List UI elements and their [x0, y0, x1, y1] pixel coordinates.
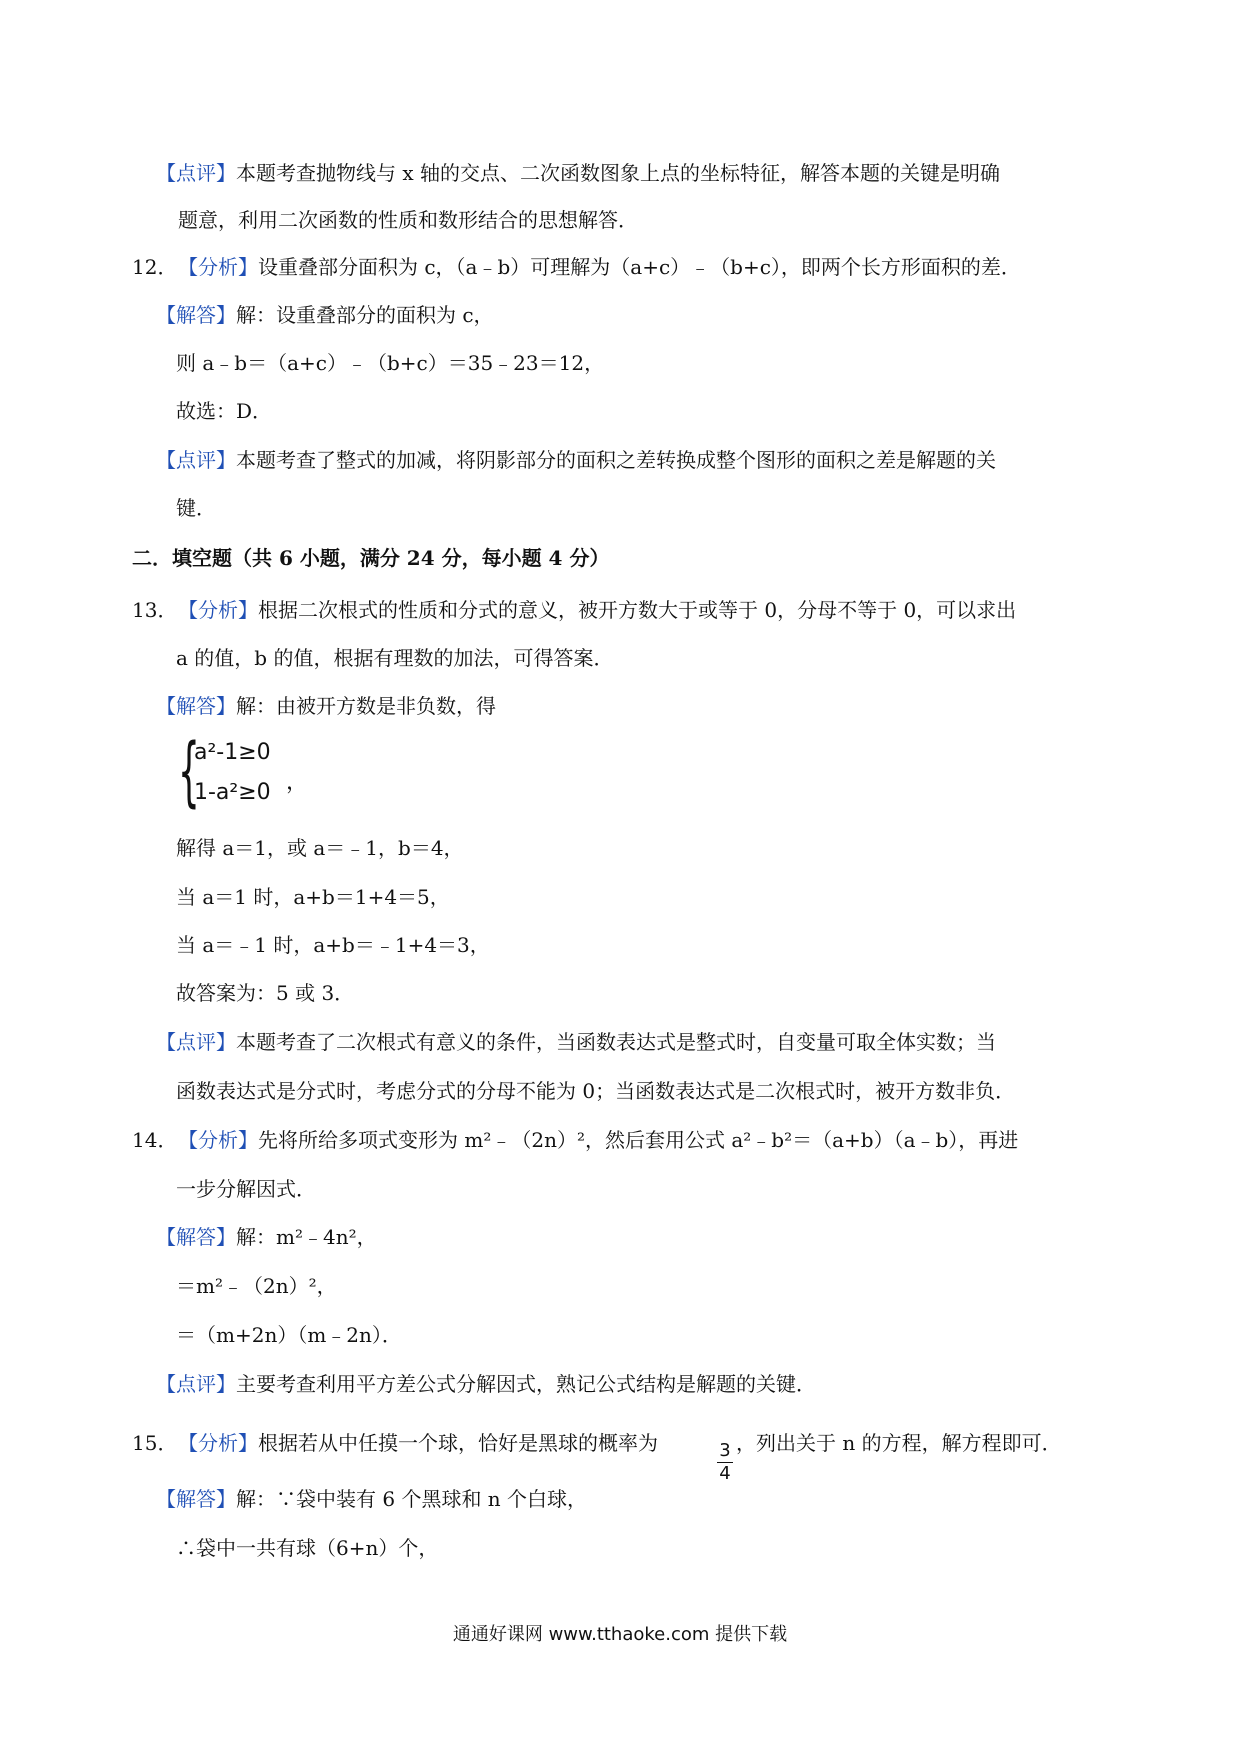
system-tail: ，	[286, 770, 309, 795]
q12-step-1: 则 a﹣b＝（a+c）﹣（b+c）＝35﹣23＝12，	[176, 351, 605, 375]
answer-tag: 【解答】	[156, 1487, 236, 1511]
q14-answer-text: 解：m²﹣4n²，	[236, 1225, 377, 1249]
q15-analysis-text-pre: 根据若从中任摸一个球，恰好是黑球的概率为	[258, 1431, 658, 1455]
q11-comment-text-1: 本题考查抛物线与 x 轴的交点、二次函数图象上点的坐标特征，解答本题的关键是明确	[236, 161, 1000, 185]
answer-tag: 【解答】	[156, 303, 236, 327]
section-heading: 二．填空题（共 6 小题，满分 24 分，每小题 4 分）	[132, 546, 610, 570]
system-row-2: 1-a²≥0	[194, 780, 271, 805]
q13-inequality-system	[178, 726, 328, 818]
q14-analysis-line-1	[178, 1125, 1018, 1155]
analysis-tag: 【分析】	[178, 1431, 258, 1455]
q13-analysis-text-1: 根据二次根式的性质和分式的意义，被开方数大于或等于 0，分母不等于 0，可以求出	[258, 598, 1017, 622]
q12-number: 12．	[132, 255, 178, 279]
fraction-three-quarters	[716, 1440, 734, 1485]
answer-tag: 【解答】	[156, 1225, 236, 1249]
analysis-tag: 【分析】	[178, 598, 258, 622]
q12-answer	[156, 300, 494, 330]
q13-answer	[156, 691, 496, 721]
q13-step-4: 故答案为：5 或 3．	[176, 981, 355, 1005]
q12-comment-line-1	[156, 445, 996, 475]
q13-number: 13．	[132, 598, 178, 622]
fraction-denominator: 4	[719, 1463, 731, 1484]
q15-analysis-pre	[178, 1428, 658, 1458]
q13-comment-line-2: 函数表达式是分式时，考虑分式的分母不能为 0；当函数表达式是二次根式时，被开方数非负．	[176, 1079, 1016, 1103]
q14-step-1: ＝m²﹣（2n）²，	[176, 1274, 337, 1298]
q12-answer-text: 解：设重叠部分的面积为 c，	[236, 303, 494, 327]
q13-comment-text-1: 本题考查了二次根式有意义的条件，当函数表达式是整式时，自变量可取全体实数；当	[236, 1030, 996, 1054]
analysis-tag: 【分析】	[178, 1128, 258, 1152]
q13-step-2: 当 a＝1 时，a+b＝1+4＝5，	[176, 885, 450, 909]
q15-analysis-post: ，列出关于 n 的方程，解方程即可．	[736, 1431, 1062, 1455]
q13-step-3: 当 a＝﹣1 时，a+b＝﹣1+4＝3，	[176, 933, 490, 957]
q15-number: 15．	[132, 1431, 178, 1455]
q14-step-2: ＝（m+2n）（m﹣2n）．	[176, 1323, 402, 1347]
comment-tag: 【点评】	[156, 1030, 236, 1054]
footer-watermark: 通通好课网 www.tthaoke.com 提供下载	[452, 1624, 788, 1645]
fraction-numerator: 3	[719, 1440, 731, 1461]
q12-analysis	[178, 252, 1021, 282]
q14-answer	[156, 1222, 377, 1252]
q12-comment-text-1: 本题考查了整式的加减，将阴影部分的面积之差转换成整个图形的面积之差是解题的关	[236, 448, 996, 472]
q14-comment	[156, 1369, 816, 1399]
q11-comment-line-1	[156, 158, 1000, 188]
answer-tag: 【解答】	[156, 694, 236, 718]
q13-step-1: 解得 a＝1，或 a＝﹣1，b＝4，	[176, 836, 464, 860]
q13-analysis-line-2: a 的值，b 的值，根据有理数的加法，可得答案．	[176, 646, 614, 670]
left-brace-icon: {	[178, 726, 200, 815]
q13-comment-line-1	[156, 1027, 996, 1057]
q13-answer-text: 解：由被开方数是非负数，得	[236, 694, 496, 718]
q15-answer-text: 解：∵袋中装有 6 个黑球和 n 个白球，	[236, 1487, 588, 1511]
q12-step-2: 故选：D．	[176, 399, 273, 423]
q15-answer	[156, 1484, 587, 1514]
q15-step-1: ∴袋中一共有球（6+n）个，	[176, 1536, 439, 1560]
comment-tag: 【点评】	[156, 448, 236, 472]
q14-analysis-text-1: 先将所给多项式变形为 m²﹣（2n）²，然后套用公式 a²﹣b²＝（a+b）（a﹣b），再进	[258, 1128, 1019, 1152]
q12-comment-line-2: 键．	[176, 496, 216, 520]
comment-tag: 【点评】	[156, 161, 236, 185]
q14-number: 14．	[132, 1128, 178, 1152]
q13-analysis-line-1	[178, 595, 1016, 625]
analysis-tag: 【分析】	[178, 255, 258, 279]
q14-comment-text: 主要考查利用平方差公式分解因式，熟记公式结构是解题的关键．	[236, 1372, 816, 1396]
q11-comment-line-2: 题意，利用二次函数的性质和数形结合的思想解答．	[178, 208, 638, 232]
q12-analysis-text: 设重叠部分面积为 c，（a﹣b）可理解为（a+c）﹣（b+c），即两个长方形面积的差．	[258, 255, 1021, 279]
q14-analysis-line-2: 一步分解因式．	[176, 1177, 316, 1201]
comment-tag: 【点评】	[156, 1372, 236, 1396]
system-row-1: a²-1≥0	[194, 740, 271, 765]
